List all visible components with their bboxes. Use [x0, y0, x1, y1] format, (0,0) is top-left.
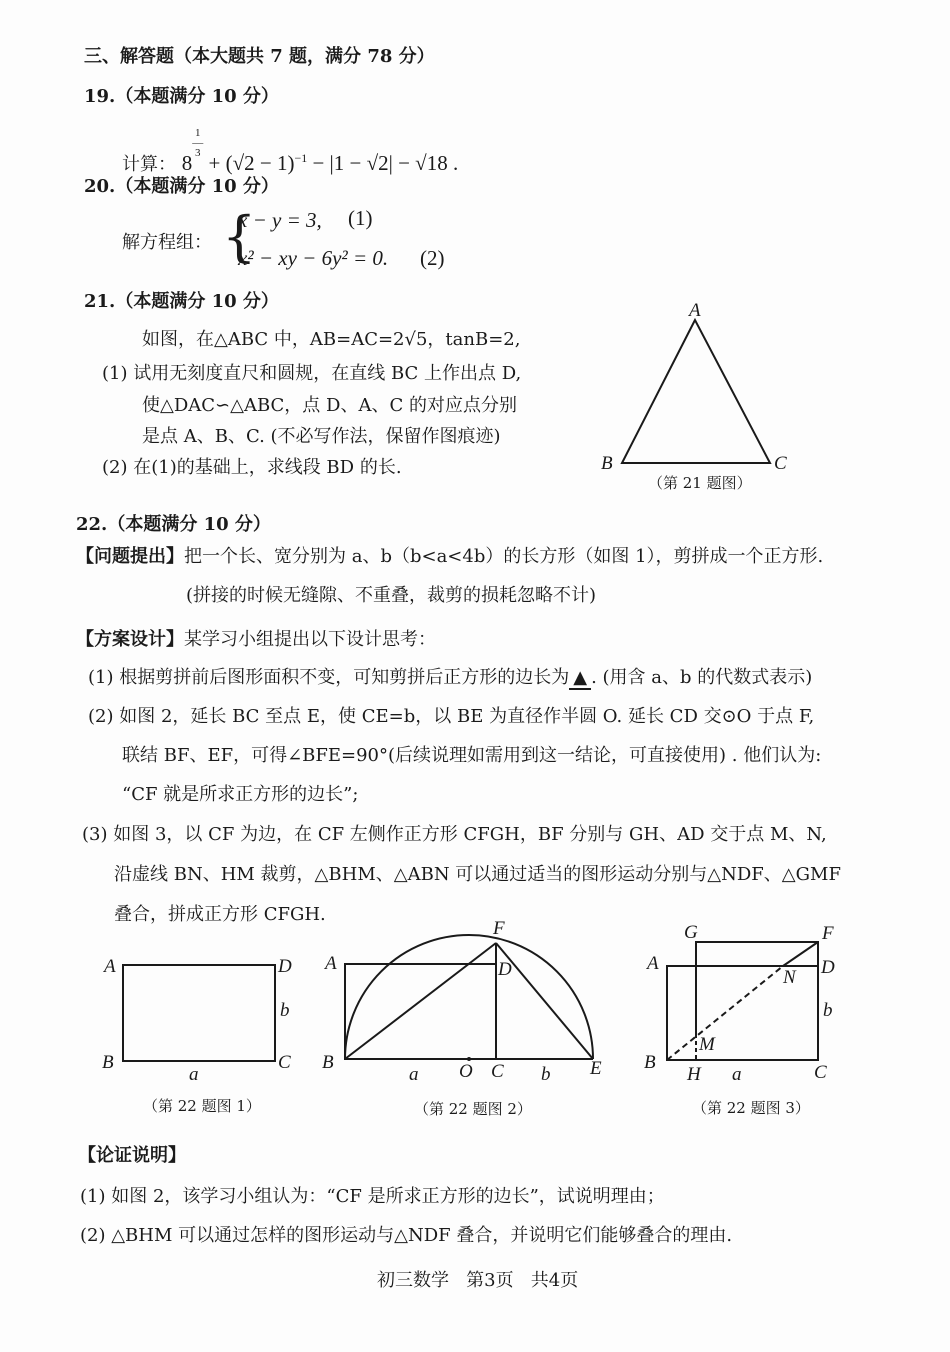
fig2-label-e: E: [590, 1058, 602, 1079]
fig2-label-d: D: [498, 959, 512, 980]
system-brace: {: [222, 205, 257, 268]
fig2-label-a-side: a: [409, 1064, 419, 1085]
fig3-label-n: N: [783, 967, 796, 988]
fig2-label-a-vertex: A: [325, 953, 337, 974]
q22-problem: [76, 542, 823, 568]
fig1-label-b-side: b: [280, 1000, 290, 1021]
fig3-label-g: G: [684, 922, 698, 943]
footer-page: 第3页: [466, 1270, 514, 1291]
design-3-line3: 叠合，拼成正方形 CFGH.: [114, 904, 326, 925]
q21-part2: (2) 在(1)的基础上，求线段 BD 的长.: [102, 457, 402, 478]
fig3-label-d: D: [821, 957, 835, 978]
problem-tag: 【问题提出】: [76, 546, 184, 567]
fig2-label-b-side: b: [541, 1064, 551, 1085]
design-3-line2: 沿虚线 BN、HM 裁剪，△BHM、△ABN 可以通过适当的图形运动分别与△NDF、△GMF: [114, 864, 841, 885]
fig3-label-f: F: [822, 923, 834, 944]
fig3-label-b-side: b: [823, 1000, 833, 1021]
answer-blank[interactable]: ▲: [569, 667, 591, 690]
fig1-caption: （第 22 题图 1）: [143, 1097, 261, 1115]
section-header: 三、解答题（本大题共 7 题，满分 78 分）: [84, 46, 435, 67]
footer-total: 共4页: [530, 1270, 579, 1291]
fig1-label-a-side: a: [189, 1064, 199, 1085]
q19-prompt: 计算：: [122, 154, 176, 175]
q21-label-c: C: [774, 453, 787, 474]
fig2-label-o: O: [459, 1061, 473, 1082]
fig2-label-b-vertex: B: [322, 1052, 334, 1073]
q21-part1-line3: 是点 A、B、C. (不必写作法，保留作图痕迹): [142, 426, 501, 447]
q20-prompt: 解方程组：: [122, 232, 212, 253]
fig3-label-b-vertex: B: [644, 1052, 656, 1073]
design-3-line1: (3) 如图 3，以 CF 为边，在 CF 左侧作正方形 CFGH，BF 分别与 GH、AD 交于点 M、N,: [82, 824, 827, 845]
q22-design: [76, 625, 436, 651]
q22-number: 22.（本题满分 10 分）: [76, 514, 271, 535]
q20-eq2: x² − xy − 6y² = 0.: [238, 246, 389, 270]
design-1-text: (1) 根据剪拼前后图形面积不变，可知剪拼后正方形的边长为: [88, 667, 570, 688]
page-footer: [377, 1266, 578, 1292]
fig1-label-c: C: [278, 1052, 291, 1073]
q21-label-a: A: [689, 300, 701, 321]
fig2-label-c: C: [491, 1061, 504, 1082]
fig2-caption: （第 22 题图 2）: [414, 1100, 532, 1118]
q21-label-b: B: [601, 453, 613, 474]
q21-intro: 如图，在△ABC 中，AB=AC=2√5，tanB=2,: [142, 329, 521, 350]
footer-subject: 初三数学: [377, 1270, 449, 1291]
q21-caption: （第 21 题图）: [648, 474, 752, 492]
fig3-label-h: H: [687, 1064, 701, 1085]
fig3-label-a-vertex: A: [647, 953, 659, 974]
q21-part1-line2: 使△DAC∽△ABC，点 D、A、C 的对应点分别: [142, 395, 517, 416]
design-1-hint: . (用含 a、b 的代数式表示): [591, 667, 813, 688]
q20-eq1-tag: (1): [348, 206, 373, 230]
fig3-label-a-side: a: [732, 1064, 742, 1085]
fig1-label-d: D: [278, 956, 292, 977]
problem-note: (拼接的时候无缝隙、不重叠，裁剪的损耗忽略不计): [186, 585, 597, 606]
q20-eq1: x − y = 3,: [238, 208, 322, 232]
q19-expression: 81 ― $3 + (√2 - 1)^{-1} - |1 - √2| - √18$ .: [181, 127, 459, 175]
design-text: 某学习小组提出以下设计思考：: [184, 629, 436, 650]
q20-eq2-tag: (2): [420, 246, 445, 270]
proof-tag: 【论证说明】: [78, 1145, 186, 1166]
fig3-label-c: C: [814, 1062, 827, 1083]
q20-number: 20.（本题满分 10 分）: [84, 176, 279, 197]
design-2-line1: (2) 如图 2，延长 BC 至点 E，使 CE=b，以 BE 为直径作半圆 O. 延长 CD 交⊙O 于点 F,: [88, 706, 815, 727]
fig1-label-a-vertex: A: [104, 956, 116, 977]
design-tag: 【方案设计】: [76, 629, 184, 650]
fig3-caption: （第 22 题图 3）: [692, 1099, 810, 1117]
proof-2: (2) △BHM 可以通过怎样的图形运动与△NDF 叠合，并说明它们能够叠合的理由.: [80, 1225, 733, 1246]
fig1-rectangle: [90, 940, 330, 1100]
fig2-label-f: F: [493, 918, 505, 939]
q19-number: 19.（本题满分 10 分）: [84, 86, 279, 107]
design-1: [88, 663, 812, 690]
q21-number: 21.（本题满分 10 分）: [84, 291, 279, 312]
q21-part1-line1: (1) 试用无刻度直尺和圆规，在直线 BC 上作出点 D,: [102, 363, 522, 384]
fig1-label-b-vertex: B: [102, 1052, 114, 1073]
design-2-line3: “CF 就是所求正方形的边长”;: [122, 784, 359, 805]
fig3-label-m: M: [699, 1034, 715, 1055]
proof-1: (1) 如图 2，该学习小组认为：“CF 是所求正方形的边长”，试说明理由；: [80, 1186, 665, 1207]
q19-body: [122, 128, 458, 176]
problem-text: 把一个长、宽分别为 a、b（b<a<4b）的长方形（如图 1），剪拼成一个正方形.: [184, 546, 824, 567]
design-2-line2: 联结 BF、EF，可得∠BFE=90°(后续说理如需用到这一结论，可直接使用) . 他们认为:: [122, 745, 822, 766]
